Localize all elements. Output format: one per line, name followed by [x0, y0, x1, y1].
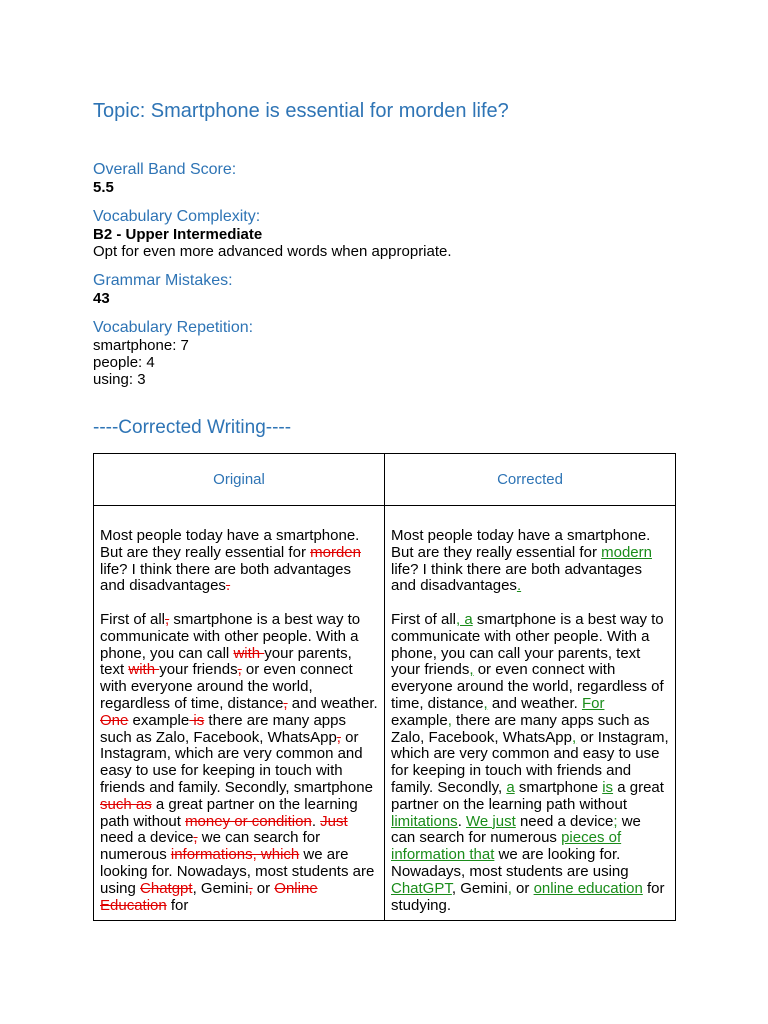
- text-segment: a great partner on the learning path without: [391, 778, 664, 813]
- deleted-text: Just: [320, 812, 348, 830]
- text-segment: we are looking for. Nowadays, most students are using: [391, 846, 629, 880]
- inserted-text: .: [516, 577, 522, 595]
- inserted-text: online education: [533, 879, 643, 897]
- text-segment: life? I think there are both advantages and disadvantages: [391, 560, 643, 595]
- text-segment: life? I think there are both advantages and disadvantages: [100, 560, 352, 595]
- corrected-text-cell: [385, 506, 676, 921]
- inserted-text: ,: [507, 879, 512, 897]
- text-segment: your parents, text your friends: [391, 644, 641, 679]
- inserted-text: For: [581, 694, 605, 712]
- inserted-text: ,: [571, 728, 577, 746]
- overall-score-section: [93, 161, 236, 196]
- inserted-text: is: [602, 778, 614, 796]
- text-segment: need a device: [100, 829, 194, 847]
- deleted-text: informations, which: [170, 846, 300, 864]
- corrected-paragraph: [391, 528, 669, 595]
- text-segment: or: [252, 879, 275, 897]
- repetition-label: Vocabulary Repetition:: [93, 319, 254, 336]
- corrected-writing-heading: ----Corrected Writing----: [93, 417, 292, 438]
- text-segment: there are many apps such as Zalo, Facebook, WhatsApp: [391, 711, 650, 746]
- deleted-text: Chatgpt: [140, 879, 193, 897]
- text-segment: or Instagram, which are very common and easy to use for keeping in touch with friends and family. Secondly,: [391, 728, 669, 796]
- text-segment: , Gemini: [451, 879, 508, 897]
- grammar-value: 43: [93, 290, 110, 307]
- inserted-text: pieces of information that: [391, 829, 622, 864]
- text-segment: First of all: [100, 610, 166, 628]
- text-segment: Most people today have a smartphone. But are they really essential for: [100, 527, 360, 561]
- deleted-text: One: [100, 711, 129, 729]
- corrected-column-header: Corrected: [385, 454, 676, 506]
- deleted-text: ,: [336, 728, 341, 746]
- text-segment: .: [457, 812, 467, 830]
- comparison-table: [93, 453, 676, 921]
- vocab-complexity-note: Opt for even more advanced words when appropriate.: [93, 243, 452, 260]
- grammar-label: Grammar Mistakes:: [93, 272, 233, 289]
- text-segment: and weather.: [487, 694, 582, 712]
- grammar-section: [93, 272, 233, 307]
- text-segment: smartphone: [514, 778, 603, 796]
- deleted-text: morden: [310, 543, 361, 561]
- text-segment: example: [128, 711, 190, 729]
- original-column-header: Original: [94, 454, 385, 506]
- inserted-text: ,: [447, 711, 452, 729]
- text-segment: and weather.: [287, 694, 378, 712]
- repetition-item: people: 4: [93, 354, 155, 371]
- text-segment: need a device: [515, 812, 614, 830]
- deleted-text: with: [128, 661, 160, 679]
- overall-score-label: Overall Band Score:: [93, 161, 237, 178]
- text-segment: we can search for numerous: [391, 812, 641, 847]
- deleted-text: Online Education: [100, 879, 318, 914]
- text-segment: or Instagram, which are very common and easy to use for keeping in touch with friends and family. Secondly, smartphone: [100, 728, 373, 796]
- inserted-text: a: [506, 778, 515, 796]
- text-segment: smartphone is a best way to communicate with other people. With a phone, you can call: [391, 610, 664, 662]
- inserted-text: ,: [469, 661, 474, 679]
- text-segment: or: [511, 879, 534, 897]
- text-segment: there are many apps such as Zalo, Facebook, WhatsApp: [100, 711, 346, 746]
- text-segment: for: [166, 896, 189, 914]
- topic-title: Topic: Smartphone is essential for morden life?: [93, 100, 509, 122]
- deleted-text: ,: [193, 829, 198, 847]
- deleted-text: money or condition: [185, 812, 312, 830]
- text-segment: Most people today have a smartphone. But are they really essential for: [391, 527, 651, 561]
- text-segment: your parents, text: [100, 644, 352, 679]
- deleted-text: ,: [248, 879, 253, 897]
- vocab-complexity-section: [93, 208, 452, 260]
- deleted-text: .: [225, 577, 231, 595]
- table-row: [94, 506, 676, 921]
- vocab-complexity-label: Vocabulary Complexity:: [93, 208, 261, 225]
- inserted-text: ;: [613, 812, 618, 830]
- overall-score-value: 5.5: [93, 179, 114, 196]
- repetition-item: smartphone: 7: [93, 337, 189, 354]
- deleted-text: with: [233, 644, 265, 662]
- inserted-text: ,: [483, 694, 488, 712]
- original-paragraph: [100, 612, 378, 914]
- text-segment: a great partner on the learning path without: [100, 795, 358, 830]
- repetition-section: [93, 319, 253, 388]
- text-segment: smartphone is a best way to communicate with other people. With a phone, you can call: [100, 610, 361, 662]
- deleted-text: ,: [165, 610, 170, 628]
- text-segment: or even connect with everyone around the world, regardless of time, distance: [100, 661, 353, 712]
- inserted-text: limitations: [391, 812, 458, 830]
- vocab-complexity-level: B2 - Upper Intermediate: [93, 226, 263, 243]
- inserted-text: ChatGPT: [391, 879, 452, 897]
- corrected-paragraph: [391, 612, 669, 914]
- text-segment: or even connect with everyone around the world, regardless of time, distance: [391, 661, 664, 712]
- text-segment: for studying.: [391, 879, 665, 914]
- deleted-text: ,: [283, 694, 288, 712]
- text-segment: we can search for numerous: [100, 829, 321, 864]
- original-paragraph: [100, 528, 378, 595]
- text-segment: , Gemini: [192, 879, 249, 897]
- deleted-text: ,: [237, 661, 242, 679]
- repetition-item: using: 3: [93, 371, 146, 388]
- table-header-row: [94, 454, 676, 506]
- text-segment: First of all: [391, 610, 457, 628]
- original-text-cell: [94, 506, 385, 921]
- inserted-text: modern: [601, 543, 652, 561]
- text-segment: .: [311, 812, 321, 830]
- text-segment: we are looking for. Nowadays, most students are using: [100, 846, 375, 897]
- deleted-text: is: [189, 711, 205, 729]
- inserted-text: , a: [456, 610, 473, 628]
- deleted-text: such as: [100, 795, 152, 813]
- text-segment: example: [391, 711, 448, 729]
- inserted-text: We just: [466, 812, 516, 830]
- text-segment: your friends: [159, 661, 238, 679]
